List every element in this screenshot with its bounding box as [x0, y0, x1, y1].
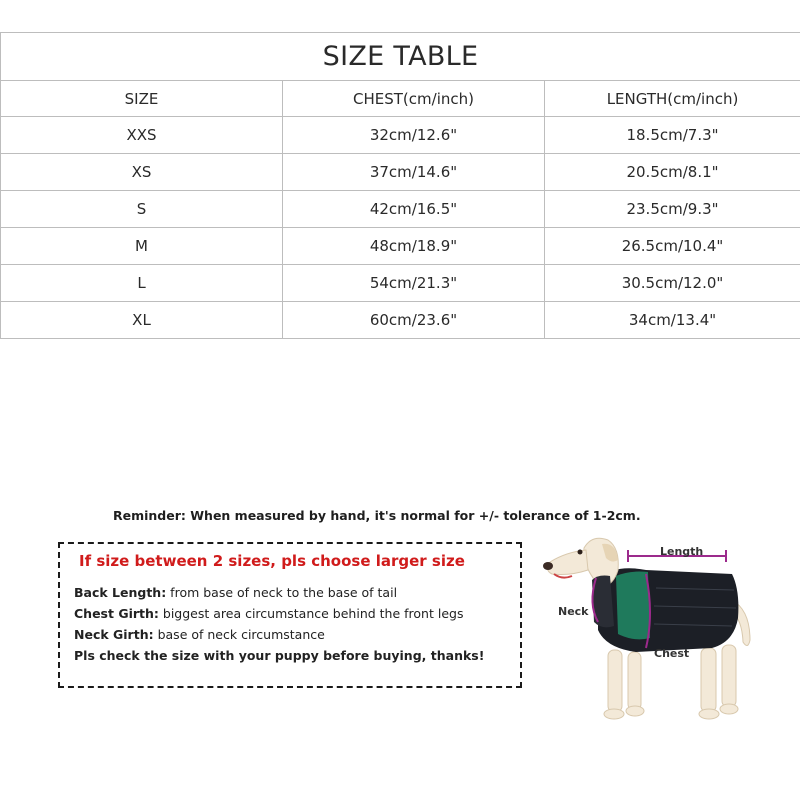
table-title-row: [1, 33, 800, 81]
chest-girth-label: Chest Girth:: [74, 606, 159, 621]
cell-chest: 48cm/18.9": [283, 228, 545, 265]
table-row: [1, 265, 800, 302]
measurement-info-box: [58, 542, 522, 688]
table-row: [1, 228, 800, 265]
tolerance-reminder: Reminder: When measured by hand, it's normal for +/- tolerance of 1-2cm.: [113, 508, 641, 523]
closing-text: Pls check the size with your puppy before buying, thanks!: [74, 648, 485, 663]
table-title: SIZE TABLE: [1, 33, 800, 81]
neck-girth-label: Neck Girth:: [74, 627, 154, 642]
chest-label: Chest: [654, 647, 690, 660]
back-length-label: Back Length:: [74, 585, 167, 600]
cell-length: 30.5cm/12.0": [545, 265, 800, 302]
table-row: [1, 302, 800, 339]
table-row: [1, 191, 800, 228]
cell-chest: 60cm/23.6": [283, 302, 545, 339]
table-row: [1, 117, 800, 154]
neck-label: Neck: [558, 605, 589, 618]
size-advice-headline: If size between 2 sizes, pls choose larger size: [79, 552, 465, 570]
back-length-text: from base of neck to the base of tail: [166, 585, 398, 600]
cell-chest: 54cm/21.3": [283, 265, 545, 302]
chest-girth-text: biggest area circumstance behind the front legs: [158, 606, 464, 621]
cell-size: L: [1, 265, 283, 302]
cell-size: XL: [1, 302, 283, 339]
header-length: LENGTH(cm/inch): [545, 81, 800, 117]
cell-length: 18.5cm/7.3": [545, 117, 800, 154]
neck-girth-text: base of neck circumstance: [153, 627, 325, 642]
cell-chest: 32cm/12.6": [283, 117, 545, 154]
header-chest: CHEST(cm/inch): [283, 81, 545, 117]
chest-girth-line: [74, 603, 520, 624]
length-label: Length: [660, 545, 704, 558]
jacket-green-panel: [616, 572, 650, 640]
cell-length: 26.5cm/10.4": [545, 228, 800, 265]
back-length-line: [74, 582, 520, 603]
cell-length: 23.5cm/9.3": [545, 191, 800, 228]
cell-size: S: [1, 191, 283, 228]
closing-line: [74, 645, 520, 666]
size-table: [0, 32, 800, 339]
neck-girth-line: [74, 624, 520, 645]
dog-illustration: [536, 530, 786, 730]
cell-size: M: [1, 228, 283, 265]
cell-length: 20.5cm/8.1": [545, 154, 800, 191]
table-row: [1, 154, 800, 191]
header-size: SIZE: [1, 81, 283, 117]
cell-size: XXS: [1, 117, 283, 154]
cell-chest: 37cm/14.6": [283, 154, 545, 191]
cell-length: 34cm/13.4": [545, 302, 800, 339]
cell-size: XS: [1, 154, 283, 191]
table-header-row: [1, 81, 800, 117]
cell-chest: 42cm/16.5": [283, 191, 545, 228]
dog-measurement-diagram: [536, 530, 786, 730]
